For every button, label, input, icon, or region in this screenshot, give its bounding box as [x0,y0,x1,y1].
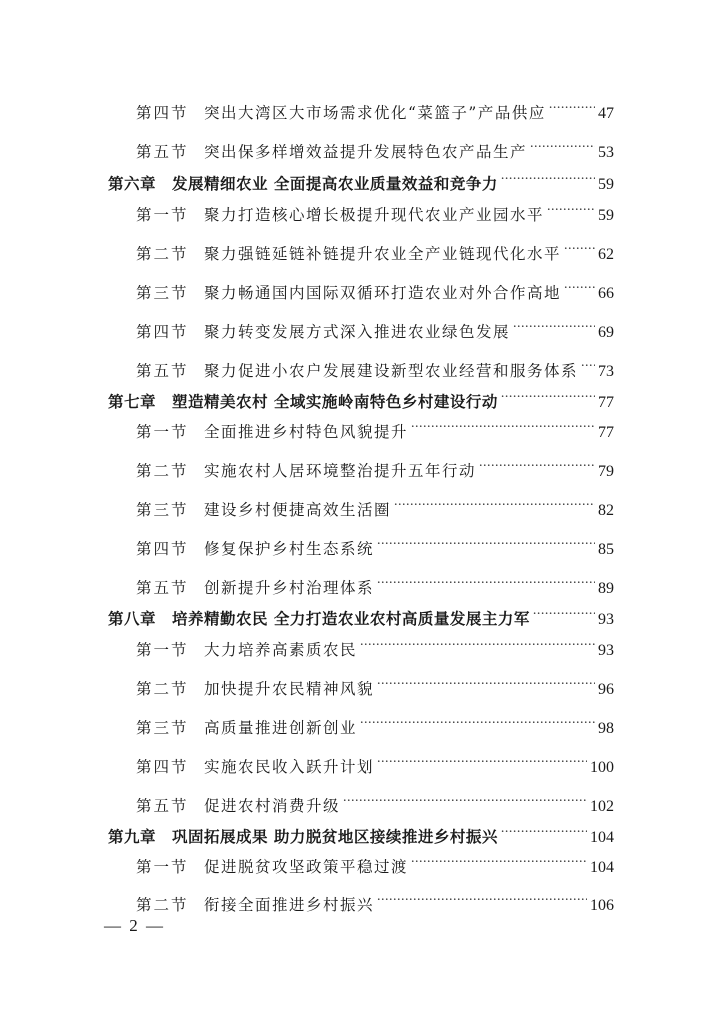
toc-chapter-label: 第九章 [108,828,157,846]
toc-entry-title: 实施农民收入跃升计划 [204,758,375,776]
toc-entry-label: 第三节 [136,501,189,519]
toc-entry-label: 第五节 [136,362,189,380]
toc-entry-title: 高质量推进创新创业 [204,719,358,737]
toc-entry[interactable] [136,746,614,776]
dot-leader [377,746,587,772]
toc-entry-label: 第二节 [136,462,189,480]
toc-entry-page: 89 [598,580,614,597]
toc-entry[interactable] [136,668,614,698]
dot-leader [501,816,587,842]
toc-entry[interactable] [136,707,614,737]
toc-entry-title: 聚力打造核心增长极提升现代农业产业园水平 [204,206,545,224]
dot-leader [411,846,587,872]
dot-leader [377,528,595,554]
toc-entry[interactable] [136,450,614,480]
toc-entry-label: 第四节 [136,104,189,122]
dot-leader [360,707,595,733]
dot-leader [581,350,595,376]
dot-leader [547,194,595,220]
toc-entry-page: 104 [590,859,614,876]
toc-entry-label: 第一节 [136,641,189,659]
toc-entry-title: 聚力畅通国内国际双循环打造农业对外合作高地 [204,284,562,302]
toc-entry-label: 第二节 [136,896,189,914]
toc-chapter-label: 第六章 [108,175,157,193]
toc-entry-title: 衔接全面推进乡村振兴 [204,896,375,914]
toc-entry[interactable] [136,629,614,659]
toc-chapter-title: 巩固拓展成果 助力脱贫地区接续推进乡村振兴 [172,828,498,846]
toc-entry-page: 66 [598,285,614,302]
toc-entry-title: 聚力转变发展方式深入推进农业绿色发展 [204,323,511,341]
toc-entry-page: 77 [598,394,614,411]
toc-entry-title: 促进脱贫攻坚政策平稳过渡 [204,858,409,876]
toc-entry-label: 第二节 [136,680,189,698]
dot-leader [377,668,595,694]
toc-entry-page: 47 [598,105,614,122]
toc-entry-title: 大力培养高素质农民 [204,641,358,659]
toc-entry-label: 第四节 [136,540,189,558]
toc-entry[interactable] [136,846,614,876]
dot-leader [564,233,595,259]
toc-entry-label: 第五节 [136,579,189,597]
toc-entry[interactable] [136,92,614,122]
toc-entry-title: 创新提升乡村治理体系 [204,579,375,597]
toc-entry-page: 59 [598,207,614,224]
toc-entry-page: 53 [598,144,614,161]
toc-entry-page: 59 [598,176,614,193]
toc-entry-page: 77 [598,424,614,441]
dot-leader [564,272,595,298]
toc-entry[interactable] [136,350,614,380]
toc-chapter-entry[interactable] [108,816,614,846]
toc-chapter-title: 培养精勤农民 全力打造农业农村高质量发展主力军 [172,610,530,628]
toc-entry-title: 修复保护乡村生态系统 [204,540,375,558]
dot-leader [360,629,595,655]
toc-entry-label: 第四节 [136,323,189,341]
toc-entry[interactable] [136,884,614,914]
toc-entry-title: 建设乡村便捷高效生活圈 [204,501,392,519]
toc-entry-label: 第五节 [136,797,189,815]
toc-entry[interactable] [136,411,614,441]
toc-entry-page: 96 [598,681,614,698]
dot-leader [513,311,595,337]
toc-entry-page: 82 [598,502,614,519]
toc-entry-title: 加快提升农民精神风貌 [204,680,375,698]
toc-entry-page: 104 [590,829,614,846]
dot-leader [411,411,595,437]
dot-leader [343,785,587,811]
dot-leader [530,131,595,157]
dot-leader [549,92,595,118]
dot-leader [479,450,595,476]
toc-entry-page: 85 [598,541,614,558]
toc-entry-title: 促进农村消费升级 [204,797,341,815]
toc-entry[interactable] [136,311,614,341]
toc-entry-title: 实施农村人居环境整治提升五年行动 [204,462,477,480]
toc-entry-page: 100 [590,759,614,776]
toc-entry-title: 突出保多样增效益提升发展特色农产品生产 [204,143,528,161]
dot-leader [501,381,595,407]
dot-leader [377,567,595,593]
toc-chapter-label: 第八章 [108,610,157,628]
toc-entry[interactable] [136,528,614,558]
toc-entry-label: 第一节 [136,423,189,441]
toc-entry-title: 聚力强链延链补链提升农业全产业链现代化水平 [204,245,562,263]
dot-leader [377,884,587,910]
toc-entry-title: 突出大湾区大市场需求优化“菜篮子”产品供应 [204,104,546,122]
toc-entry-title: 全面推进乡村特色风貌提升 [204,423,409,441]
toc-chapter-entry[interactable] [108,163,614,193]
toc-entry[interactable] [136,233,614,263]
toc-entry-page: 93 [598,642,614,659]
toc-entry-label: 第一节 [136,858,189,876]
toc-chapter-entry[interactable] [108,598,614,628]
toc-entry-label: 第四节 [136,758,189,776]
toc-entry-page: 102 [590,798,614,815]
toc-chapter-entry[interactable] [108,381,614,411]
toc-entry-title: 聚力促进小农户发展建设新型农业经营和服务体系 [204,362,579,380]
toc-entry-label: 第三节 [136,284,189,302]
toc-entry-page: 93 [598,611,614,628]
toc-entry[interactable] [136,272,614,302]
toc-chapter-title: 发展精细农业 全面提高农业质量效益和竞争力 [172,175,498,193]
dot-leader [501,163,595,189]
toc-entry-page: 106 [590,897,614,914]
toc-entry[interactable] [136,785,614,815]
toc-entry-label: 第三节 [136,719,189,737]
dot-leader [533,598,595,624]
toc-chapter-title: 塑造精美农村 全域实施岭南特色乡村建设行动 [172,393,498,411]
toc-entry[interactable] [136,567,614,597]
toc-entry-label: 第二节 [136,245,189,263]
toc-entry-page: 69 [598,324,614,341]
toc-entry-label: 第一节 [136,206,189,224]
toc-entry-page: 62 [598,246,614,263]
toc-entry[interactable] [136,489,614,519]
page-number-footer: — 2 — [104,916,165,935]
toc-entry[interactable] [136,194,614,224]
dot-leader [394,489,595,515]
toc-entry-label: 第五节 [136,143,189,161]
toc-entry-page: 73 [598,363,614,380]
toc-chapter-label: 第七章 [108,393,157,411]
toc-entry-page: 79 [598,463,614,480]
toc-entry[interactable] [136,131,614,161]
toc-entry-page: 98 [598,720,614,737]
